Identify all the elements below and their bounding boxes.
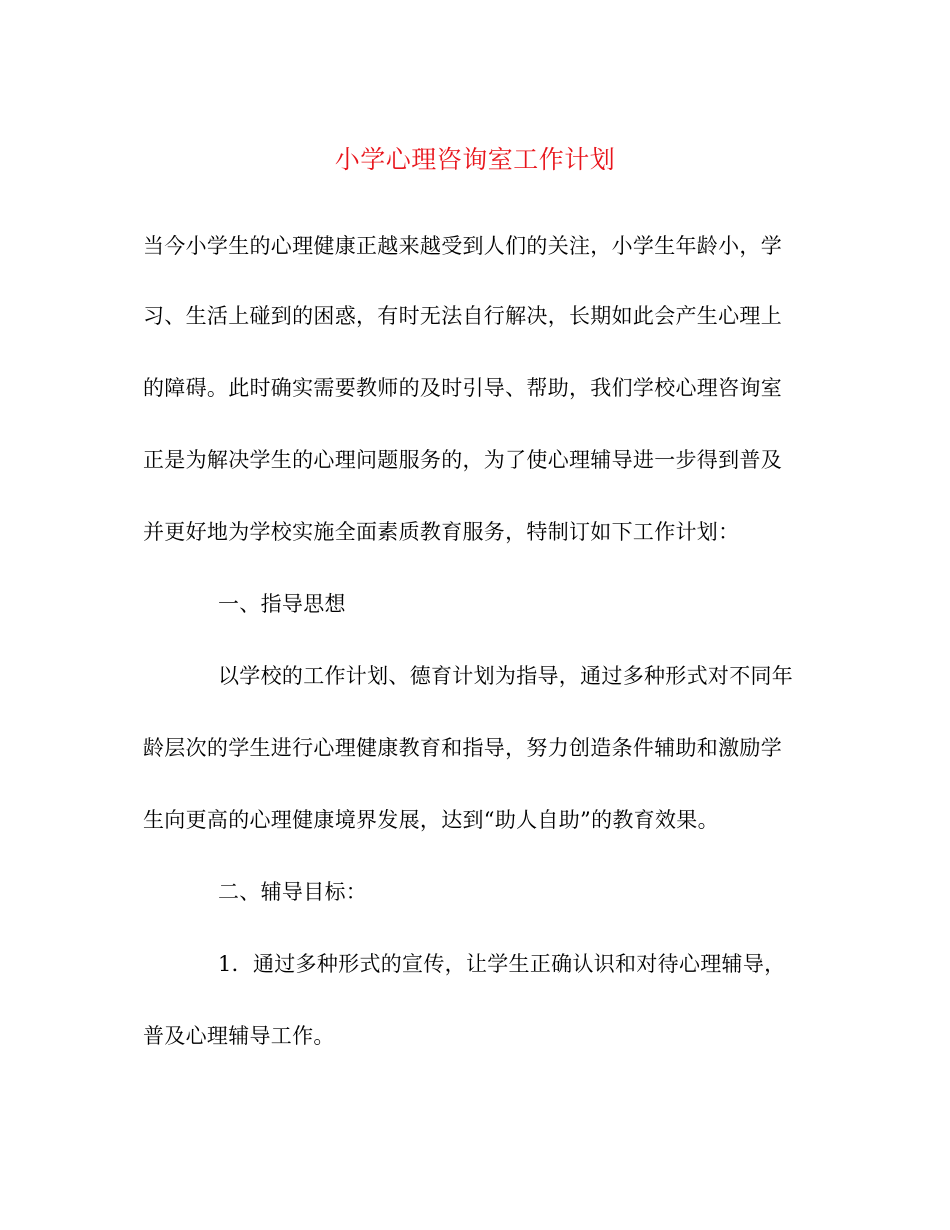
paragraph-line: 习、生活上碰到的困惑，有时无法自行解决，长期如此会产生心理上	[143, 304, 782, 328]
section-heading: 二、辅导目标：	[218, 880, 368, 904]
document-title: 小学心理咨询室工作计划	[334, 145, 616, 174]
paragraph-line: 正是为解决学生的心理问题服务的，为了使心理辅导进一步得到普及	[143, 448, 782, 472]
paragraph-line: 的障碍。此时确实需要教师的及时引导、帮助，我们学校心理咨询室	[143, 376, 782, 400]
section-heading: 一、指导思想	[218, 592, 346, 616]
list-item-line: 1．通过多种形式的宣传，让学生正确认识和对待心理辅导，	[218, 952, 786, 976]
paragraph-line: 以学校的工作计划、德育计划为指导，通过多种形式对不同年	[218, 664, 794, 688]
paragraph-line: 生向更高的心理健康境界发展，达到“助人自助”的教育效果。	[143, 808, 719, 832]
list-item-line: 普及心理辅导工作。	[143, 1024, 335, 1048]
paragraph-line: 龄层次的学生进行心理健康教育和指导，努力创造条件辅助和激励学	[143, 736, 782, 760]
paragraph-line: 当今小学生的心理健康正越来越受到人们的关注，小学生年龄小，学	[143, 234, 782, 258]
paragraph-line: 并更好地为学校实施全面素质教育服务，特制订如下工作计划：	[143, 520, 740, 544]
